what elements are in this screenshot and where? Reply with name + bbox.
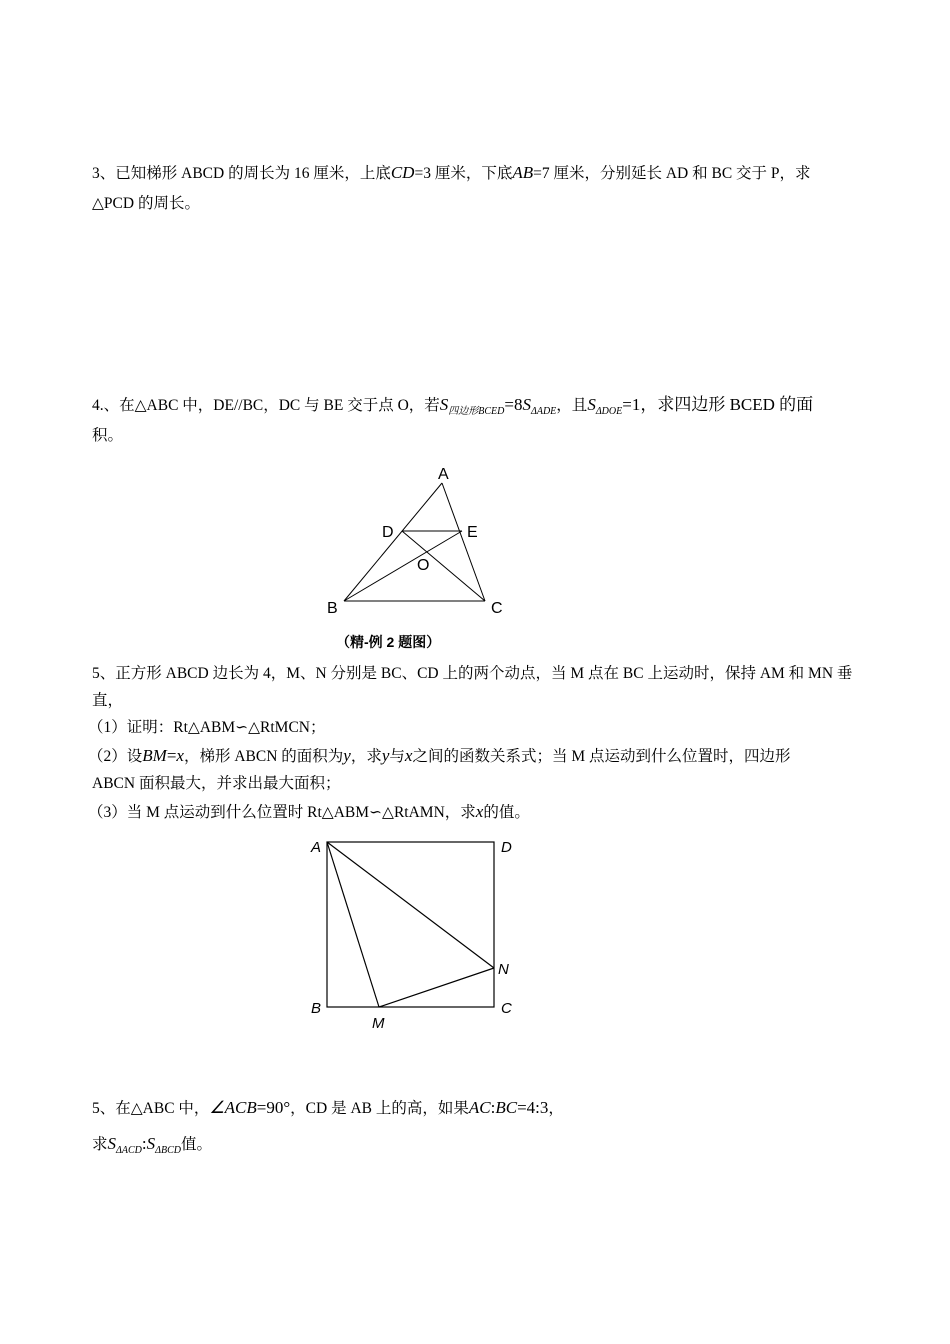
math-subscript: ΔADE	[530, 406, 557, 417]
math-colon: :	[490, 1098, 496, 1117]
math-s: S	[587, 395, 596, 414]
label-a: A	[438, 466, 449, 483]
math-subscript: 四边形BCED	[448, 406, 505, 417]
square-abcd	[327, 842, 494, 1007]
label-b: B	[311, 1000, 322, 1017]
problem-5-line-6	[88, 801, 530, 824]
label-c: C	[491, 600, 503, 617]
problem-5-text: 直，	[92, 692, 124, 709]
math-subscript: ΔDOE	[595, 406, 623, 417]
math-bc: BC	[495, 1098, 518, 1117]
problem-5-line-1	[92, 663, 852, 685]
math-degrees: =90°	[256, 1098, 291, 1117]
label-b: B	[327, 600, 338, 617]
math-ac: AC	[468, 1098, 491, 1117]
label-m: M	[372, 1015, 385, 1032]
math-eq: =	[166, 746, 177, 765]
segment-an	[327, 842, 494, 968]
label-o: O	[417, 557, 430, 574]
segment-ab	[344, 483, 442, 601]
problem-6-text: 值。	[181, 1136, 213, 1153]
problem-5-text: ABCN 面积最大，并求出最大面积；	[92, 775, 341, 792]
problem-5-text: （3）当 M 点运动到什么位置时 Rt△ABM∽△RtAMN，求	[88, 804, 476, 821]
segment-mn	[379, 968, 494, 1007]
math-y: y	[343, 746, 351, 765]
triangle-figure	[310, 455, 520, 660]
problem-6-line-1	[92, 1097, 564, 1120]
segment-be	[344, 531, 462, 601]
label-e: E	[467, 524, 478, 541]
problem-5-text: （1）证明：Rt△ABM∽△RtMCN；	[88, 719, 326, 736]
math-cd: CD	[390, 163, 415, 182]
math-subscript: ΔBCD	[155, 1145, 181, 1156]
math-x: x	[176, 746, 184, 765]
math-y: y	[381, 746, 390, 765]
math-angle: ∠ACB	[209, 1098, 257, 1117]
problem-5-text: （2）设	[88, 748, 143, 765]
math-ratio-value: =4:3	[517, 1098, 549, 1117]
problem-5-text: 5、正方形 ABCD 边长为 4，M、N 分别是 BC、CD 上的两个动点，当 M 点在 BC 上运动时，保持 AM 和 MN 垂	[92, 665, 853, 682]
problem-6-text: ，CD 是 AB 上的高，如果	[290, 1100, 469, 1117]
math-subscript: ΔACD	[116, 1145, 142, 1156]
math-s: S	[522, 395, 531, 414]
problem-5-text: ，求	[350, 748, 382, 765]
problem-3-text: 3、已知梯形 ABCD 的周长为 16 厘米，上底	[92, 165, 391, 182]
math-ab: AB	[512, 163, 534, 182]
problem-4-text: ，且	[556, 397, 588, 414]
math-bm: BM	[142, 746, 167, 765]
problem-5-text: ，梯形 ABCN 的面积为	[183, 748, 344, 765]
math-s: S	[439, 395, 449, 414]
problem-4-text: 积。	[92, 427, 124, 444]
problem-3-text: =7 厘米，分别延长 AD 和 BC 交于 P，求	[533, 165, 811, 182]
problem-4-line-2	[92, 425, 123, 447]
problem-6-text: 5、在△ABC 中，	[92, 1100, 210, 1117]
label-c: C	[501, 1000, 512, 1017]
problem-3-text: =3 厘米，下底	[414, 165, 513, 182]
problem-5-line-4	[88, 745, 791, 768]
square-figure	[300, 832, 530, 1037]
problem-4-line-1	[92, 394, 813, 423]
problem-5-line-2	[92, 690, 123, 712]
segment-am	[327, 842, 379, 1007]
label-d: D	[382, 524, 394, 541]
math-x: x	[404, 746, 413, 765]
label-a: A	[311, 839, 322, 856]
problem-3-text: △PCD 的周长。	[92, 195, 200, 212]
math-eq: =8	[504, 395, 523, 414]
label-n: N	[498, 961, 509, 978]
problem-4-text: =1，求四边形 BCED 的面	[622, 395, 814, 414]
math-s: S	[107, 1134, 117, 1153]
problem-6-line-2	[92, 1133, 212, 1162]
problem-5-text: 与	[389, 748, 405, 765]
problem-5-text: 的值。	[483, 804, 530, 821]
figure-caption: （精-例 2 题图）	[336, 634, 441, 650]
problem-5-text: 之间的函数关系式；当 M 点运动到什么位置时，四边形	[412, 748, 791, 765]
label-d: D	[501, 839, 512, 856]
problem-4-text: 4.、在△ABC 中，DE//BC，DC 与 BE 交于点 O，若	[92, 397, 440, 414]
problem-3-line-1	[92, 162, 811, 185]
problem-6-text: ，	[548, 1100, 564, 1117]
math-x: x	[475, 802, 484, 821]
math-s: S	[146, 1134, 156, 1153]
problem-5-line-3	[88, 717, 326, 739]
problem-5-line-5	[92, 773, 340, 795]
problem-6-text: 求	[92, 1136, 108, 1153]
math-colon: :	[141, 1134, 147, 1153]
problem-3-line-2	[92, 193, 200, 215]
